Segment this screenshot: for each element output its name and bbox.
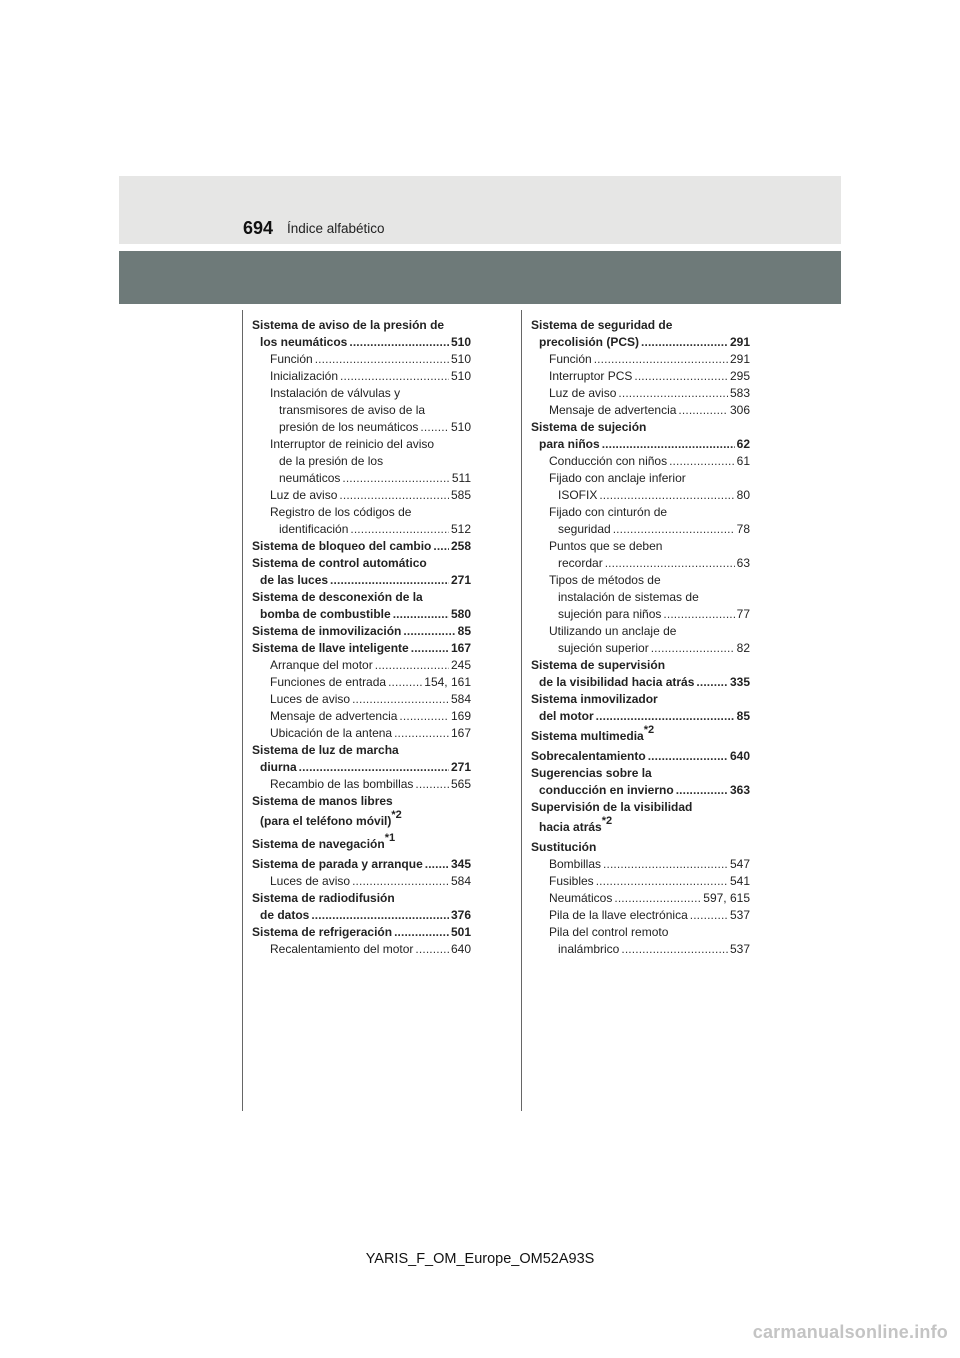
index-term: (para el teléfono móvil) bbox=[260, 814, 392, 828]
leader-dots bbox=[663, 606, 734, 623]
footnote-marker: *2 bbox=[601, 815, 613, 827]
index-page-ref: 511 bbox=[451, 471, 471, 485]
index-term: de las luces bbox=[260, 573, 329, 587]
leader-dots bbox=[676, 782, 728, 799]
index-entry bbox=[252, 708, 471, 725]
index-term: Pila de la llave electrónica bbox=[549, 908, 688, 922]
index-term: Sistema de refrigeración bbox=[252, 925, 393, 939]
index-entry bbox=[252, 470, 471, 487]
index-term: precolisión (PCS) bbox=[539, 335, 640, 349]
index-term: Sistema de supervisión bbox=[531, 658, 666, 672]
index-term: Sistema de parada y arranque bbox=[252, 857, 423, 871]
index-entry bbox=[252, 589, 471, 606]
index-page-ref: 345 bbox=[450, 857, 471, 871]
index-term: Fijado con anclaje inferior bbox=[549, 471, 686, 485]
index-entry bbox=[531, 748, 750, 765]
document-code: YARIS_F_OM_Europe_OM52A93S bbox=[365, 1251, 595, 1267]
index-term: Registro de los códigos de bbox=[270, 505, 412, 519]
index-term: transmisores de aviso de la bbox=[279, 403, 426, 417]
index-term: Sistema de llave inteligente bbox=[252, 641, 409, 655]
index-entry bbox=[531, 368, 750, 385]
index-term: Sistema de desconexión de la bbox=[252, 590, 423, 604]
index-term: Interruptor de reinicio del aviso bbox=[270, 437, 435, 451]
index-entry bbox=[531, 589, 750, 606]
index-page-ref: 61 bbox=[736, 454, 750, 468]
index-term: Interruptor PCS bbox=[549, 369, 633, 383]
footnote-marker: *2 bbox=[643, 724, 655, 736]
index-entry bbox=[252, 890, 471, 907]
leader-dots bbox=[648, 748, 728, 765]
leader-dots bbox=[602, 436, 735, 453]
index-entry bbox=[252, 873, 471, 890]
leader-dots bbox=[634, 368, 728, 385]
index-entry bbox=[531, 839, 750, 856]
leader-dots bbox=[394, 725, 449, 742]
index-term: de datos bbox=[260, 908, 310, 922]
header-band bbox=[119, 176, 841, 244]
index-page-ref: 565 bbox=[450, 777, 471, 791]
index-page-ref: 80 bbox=[736, 488, 750, 502]
index-term: de la visibilidad hacia atrás bbox=[539, 675, 695, 689]
index-term: Recalentamiento del motor bbox=[270, 942, 414, 956]
index-page-ref: 291 bbox=[729, 352, 750, 366]
index-term: Sistema de navegación bbox=[252, 837, 385, 851]
index-entry bbox=[252, 833, 471, 856]
index-page-ref: 583 bbox=[729, 386, 750, 400]
index-entry bbox=[531, 487, 750, 504]
footnote-marker: *2 bbox=[391, 809, 402, 821]
leader-dots bbox=[330, 572, 449, 589]
section-title: Índice alfabético bbox=[287, 221, 385, 236]
index-term: diurna bbox=[260, 760, 297, 774]
index-page-ref: 585 bbox=[450, 488, 471, 502]
index-term: Instalación de válvulas y bbox=[270, 386, 401, 400]
index-entry bbox=[252, 742, 471, 759]
index-entry bbox=[252, 924, 471, 941]
index-entry bbox=[531, 890, 750, 907]
index-entry bbox=[531, 691, 750, 708]
index-entry bbox=[252, 606, 471, 623]
leader-dots bbox=[596, 873, 728, 890]
leader-dots bbox=[696, 674, 728, 691]
leader-dots bbox=[641, 334, 728, 351]
index-entry bbox=[531, 856, 750, 873]
index-page-ref: 537 bbox=[729, 942, 750, 956]
index-page-ref: 245 bbox=[450, 658, 471, 672]
index-entry bbox=[531, 334, 750, 351]
index-entry bbox=[531, 782, 750, 799]
index-term: Neumáticos bbox=[549, 891, 613, 905]
index-entry bbox=[252, 317, 471, 334]
index-entry bbox=[531, 317, 750, 334]
index-entry bbox=[531, 765, 750, 782]
leader-dots bbox=[415, 941, 449, 958]
leader-dots bbox=[415, 776, 449, 793]
footnote-marker: *1 bbox=[384, 832, 396, 844]
index-page-ref: 154, 161 bbox=[424, 675, 471, 689]
index-term: Luces de aviso bbox=[270, 692, 351, 706]
index-entry bbox=[531, 385, 750, 402]
index-term: Sistema de radiodifusión bbox=[252, 891, 395, 905]
index-term: Utilizando un anclaje de bbox=[549, 624, 677, 638]
index-entry bbox=[252, 623, 471, 640]
index-entry bbox=[531, 725, 750, 748]
index-entry bbox=[252, 725, 471, 742]
index-term: Sistema multimedia bbox=[531, 729, 644, 743]
index-entry bbox=[252, 856, 471, 873]
leader-dots bbox=[690, 907, 728, 924]
watermark: carmanualsonline.info bbox=[752, 1322, 948, 1342]
index-entry bbox=[531, 504, 750, 521]
index-entry bbox=[252, 504, 471, 521]
index-page-ref: 258 bbox=[450, 539, 471, 553]
leader-dots bbox=[599, 487, 734, 504]
index-term: Mensaje de advertencia bbox=[549, 403, 677, 417]
index-term: Supervisión de la visibilidad bbox=[531, 800, 693, 814]
index-page-ref: 82 bbox=[736, 641, 750, 655]
index-entry bbox=[252, 521, 471, 538]
index-term: Tipos de métodos de bbox=[549, 573, 661, 587]
index-entry bbox=[531, 419, 750, 436]
index-page-ref: 77 bbox=[736, 607, 750, 621]
leader-dots bbox=[603, 856, 728, 873]
leader-dots bbox=[340, 368, 449, 385]
index-entry bbox=[531, 708, 750, 725]
index-page-ref: 640 bbox=[450, 942, 471, 956]
index-page-ref: 537 bbox=[729, 908, 750, 922]
index-entry bbox=[252, 657, 471, 674]
index-term: bomba de combustible bbox=[260, 607, 391, 621]
index-entry bbox=[252, 385, 471, 402]
index-entry bbox=[252, 555, 471, 572]
index-page-ref: 547 bbox=[729, 857, 750, 871]
index-entry bbox=[252, 907, 471, 924]
leader-dots bbox=[594, 351, 728, 368]
index-page-ref: 271 bbox=[450, 573, 471, 587]
leader-dots bbox=[394, 924, 449, 941]
index-entry bbox=[531, 538, 750, 555]
index-entry bbox=[531, 799, 750, 816]
leader-dots bbox=[349, 334, 449, 351]
leader-dots bbox=[596, 708, 735, 725]
index-column-1 bbox=[252, 317, 471, 958]
index-page-ref: 85 bbox=[457, 624, 471, 638]
index-term: Luz de aviso bbox=[270, 488, 338, 502]
index-page-ref: 512 bbox=[450, 522, 471, 536]
leader-dots bbox=[669, 453, 735, 470]
index-term: Fusibles bbox=[549, 874, 594, 888]
index-entry bbox=[531, 640, 750, 657]
leader-dots bbox=[618, 385, 728, 402]
leader-dots bbox=[342, 470, 449, 487]
leader-dots bbox=[393, 606, 449, 623]
index-page-ref: 580 bbox=[450, 607, 471, 621]
index-page-ref: 62 bbox=[736, 437, 750, 451]
column-divider-right bbox=[521, 310, 522, 1111]
index-entry bbox=[531, 623, 750, 640]
index-term: Sistema de aviso de la presión de bbox=[252, 318, 445, 332]
index-page-ref: 597, 615 bbox=[703, 891, 750, 905]
leader-dots bbox=[352, 873, 449, 890]
column-divider-left bbox=[242, 310, 243, 1111]
index-entry bbox=[252, 351, 471, 368]
index-term: Luces de aviso bbox=[270, 874, 351, 888]
index-entry bbox=[531, 941, 750, 958]
index-term: sujeción superior bbox=[558, 641, 649, 655]
index-entry bbox=[531, 402, 750, 419]
index-term: presión de los neumáticos bbox=[279, 420, 419, 434]
index-term: Conducción con niños bbox=[549, 454, 668, 468]
index-page-ref: 335 bbox=[729, 675, 750, 689]
index-term: Inicialización bbox=[270, 369, 339, 383]
index-entry bbox=[531, 453, 750, 470]
index-term: Ubicación de la antena bbox=[270, 726, 393, 740]
index-term: Recambio de las bombillas bbox=[270, 777, 414, 791]
index-page-ref: 510 bbox=[450, 369, 471, 383]
index-term: ISOFIX bbox=[558, 488, 598, 502]
leader-dots bbox=[299, 759, 449, 776]
leader-dots bbox=[651, 640, 735, 657]
index-entry bbox=[252, 368, 471, 385]
index-page-ref: 63 bbox=[736, 556, 750, 570]
index-page-ref: 584 bbox=[450, 692, 471, 706]
index-entry bbox=[531, 907, 750, 924]
index-term: Sustitución bbox=[531, 840, 597, 854]
index-term: conducción en invierno bbox=[539, 783, 674, 797]
index-entry bbox=[252, 691, 471, 708]
index-term: hacia atrás bbox=[539, 820, 602, 834]
index-entry bbox=[531, 924, 750, 941]
index-entry bbox=[252, 776, 471, 793]
index-page-ref: 510 bbox=[450, 420, 471, 434]
index-entry bbox=[252, 487, 471, 504]
index-page-ref: 167 bbox=[450, 641, 471, 655]
index-term: para niños bbox=[539, 437, 600, 451]
index-entry bbox=[252, 402, 471, 419]
index-term: Sistema de luz de marcha bbox=[252, 743, 399, 757]
index-term: Sugerencias sobre la bbox=[531, 766, 652, 780]
index-entry bbox=[531, 606, 750, 623]
index-page-ref: 291 bbox=[729, 335, 750, 349]
index-page-ref: 306 bbox=[729, 403, 750, 417]
index-page-ref: 271 bbox=[450, 760, 471, 774]
index-term: Sistema de bloqueo del cambio bbox=[252, 539, 432, 553]
index-term: Fijado con cinturón de bbox=[549, 505, 668, 519]
index-term: sujeción para niños bbox=[558, 607, 662, 621]
index-term: Pila del control remoto bbox=[549, 925, 669, 939]
index-term: Luz de aviso bbox=[549, 386, 617, 400]
leader-dots bbox=[433, 538, 449, 555]
index-entry bbox=[252, 674, 471, 691]
leader-dots bbox=[614, 890, 701, 907]
index-entry bbox=[531, 657, 750, 674]
index-term: de la presión de los bbox=[279, 454, 384, 468]
index-page-ref: 501 bbox=[450, 925, 471, 939]
index-entry bbox=[531, 436, 750, 453]
leader-dots bbox=[613, 521, 735, 538]
index-term: Funciones de entrada bbox=[270, 675, 387, 689]
index-entry bbox=[531, 873, 750, 890]
index-entry bbox=[531, 555, 750, 572]
leader-dots bbox=[311, 907, 449, 924]
index-page-ref: 167 bbox=[450, 726, 471, 740]
leader-dots bbox=[388, 674, 422, 691]
index-entry bbox=[531, 572, 750, 589]
leader-dots bbox=[315, 351, 449, 368]
index-page-ref: 584 bbox=[450, 874, 471, 888]
index-term: los neumáticos bbox=[260, 335, 348, 349]
index-entry bbox=[252, 640, 471, 657]
leader-dots bbox=[621, 941, 728, 958]
index-entry bbox=[531, 674, 750, 691]
index-entry bbox=[252, 759, 471, 776]
index-page-ref: 78 bbox=[736, 522, 750, 536]
index-page-ref: 363 bbox=[729, 783, 750, 797]
index-entry bbox=[531, 351, 750, 368]
index-column-2 bbox=[531, 317, 750, 958]
index-term: recordar bbox=[558, 556, 603, 570]
index-term: Sobrecalentamiento bbox=[531, 749, 646, 763]
index-page-ref: 85 bbox=[736, 709, 750, 723]
index-term: Bombillas bbox=[549, 857, 602, 871]
index-term: del motor bbox=[539, 709, 594, 723]
index-page-ref: 169 bbox=[450, 709, 471, 723]
page-number: 694 bbox=[243, 218, 274, 238]
index-entry bbox=[531, 816, 750, 839]
index-term: Mensaje de advertencia bbox=[270, 709, 398, 723]
leader-dots bbox=[399, 708, 449, 725]
index-term: Función bbox=[270, 352, 313, 366]
leader-dots bbox=[375, 657, 449, 674]
index-entry bbox=[252, 572, 471, 589]
index-entry bbox=[252, 334, 471, 351]
index-page-ref: 510 bbox=[450, 335, 471, 349]
header-dark-band bbox=[119, 251, 841, 304]
index-term: Sistema de control automático bbox=[252, 556, 427, 570]
index-entry bbox=[252, 436, 471, 453]
index-page-ref: 640 bbox=[729, 749, 750, 763]
index-page-ref: 510 bbox=[450, 352, 471, 366]
index-entry bbox=[252, 941, 471, 958]
index-entry bbox=[531, 470, 750, 487]
leader-dots bbox=[350, 521, 449, 538]
index-entry bbox=[252, 810, 471, 833]
index-term: Sistema inmovilizador bbox=[531, 692, 658, 706]
index-entry bbox=[252, 419, 471, 436]
leader-dots bbox=[339, 487, 449, 504]
leader-dots bbox=[678, 402, 728, 419]
index-page-ref: 541 bbox=[729, 874, 750, 888]
index-term: Arranque del motor bbox=[270, 658, 373, 672]
leader-dots bbox=[420, 419, 449, 436]
index-term: Función bbox=[549, 352, 592, 366]
leader-dots bbox=[425, 856, 449, 873]
leader-dots bbox=[403, 623, 455, 640]
index-term: neumáticos bbox=[279, 471, 341, 485]
index-page-ref: 376 bbox=[450, 908, 471, 922]
index-entry bbox=[252, 793, 471, 810]
leader-dots bbox=[605, 555, 735, 572]
index-term: identificación bbox=[279, 522, 349, 536]
index-entry bbox=[252, 538, 471, 555]
index-term: Sistema de sujeción bbox=[531, 420, 647, 434]
index-term: Sistema de seguridad de bbox=[531, 318, 673, 332]
index-term: Puntos que se deben bbox=[549, 539, 663, 553]
index-term: Sistema de inmovilización bbox=[252, 624, 402, 638]
leader-dots bbox=[352, 691, 449, 708]
index-term: seguridad bbox=[558, 522, 611, 536]
index-entry bbox=[531, 521, 750, 538]
index-term: Sistema de manos libres bbox=[252, 794, 393, 808]
leader-dots bbox=[411, 640, 449, 657]
index-term: inalámbrico bbox=[558, 942, 620, 956]
index-page-ref: 295 bbox=[729, 369, 750, 383]
index-term: instalación de sistemas de bbox=[558, 590, 699, 604]
index-entry bbox=[252, 453, 471, 470]
